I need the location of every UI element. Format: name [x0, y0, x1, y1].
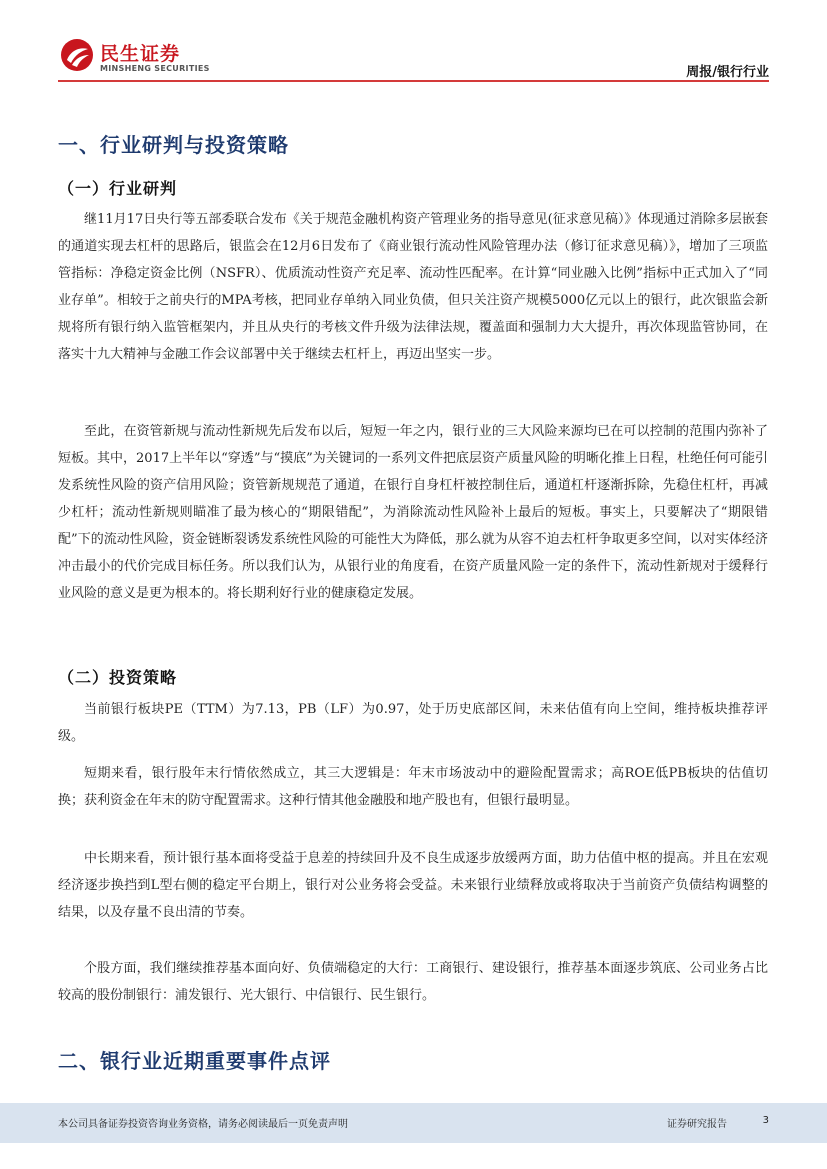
- header-divider: [58, 80, 769, 82]
- page-number: 3: [762, 1115, 769, 1126]
- company-logo: [60, 38, 220, 78]
- logo-chinese-name: 民生证券: [100, 43, 181, 65]
- subsection-title-strategy: （二）投资策略: [58, 668, 178, 687]
- paragraph: 至此，在资管新规与流动性新规先后发布以后，短短一年之内，银行业的三大风险来源均已在可以控制的范围内弥补了短板。其中，2017上半年以“穿透”与“摸底”为关键词的一系列文件把底层资产质量风险的明晰化推上日程，杜绝任何可能引发系统性风险的资产信用风险；资管新规规范了通道，在银行自身杠杆被控制住后，通道杠杆逐渐拆除，先稳住杠杆，再减少杠杆；流动性新规则瞄准了最为核心的“期限错配”，为消除流动性风险补上最后的短板。事实上，只要解决了“期限错配”下的流动性风险，资金链断裂诱发系统性风险的可能性大为降低，那么就为从容不迫去杠杆争取更多空间，以对实体经济冲击最小的代价完成目标任务。所以我们认为，从银行业的角度看，在资产质量风险一定的条件下，流动性新规对于缓释行业风险的意义是更为根本的。将长期利好行业的健康稳定发展。: [58, 424, 768, 601]
- footer-disclaimer: 本公司具备证券投资咨询业务资格，请务必阅读最后一页免责声明: [58, 1119, 348, 1130]
- page-footer: [0, 1103, 827, 1143]
- footer-doc-type: 证券研究报告: [667, 1119, 727, 1130]
- paragraph: 短期来看，银行股年末行情依然成立，其三大逻辑是：年末市场波动中的避险配置需求；高ROE低PB板块的估值切换；获利资金在年末的防守配置需求。这种行情其他金融股和地产股也有，但银行最明显。: [58, 766, 768, 808]
- subsection-title-industry: （一）行业研判: [58, 179, 178, 198]
- section-title-2: 二、银行业近期重要事件点评: [58, 1049, 331, 1073]
- report-type: 周报/银行行业: [686, 65, 769, 80]
- paragraph: 继11月17日央行等五部委联合发布《关于规范金融机构资产管理业务的指导意见(征求意见稿）》体现通过消除多层嵌套的通道实现去杠杆的思路后，银监会在12月6日发布了《商业银行流动性风险管理办法（修订征求意见稿）》，增加了三项监管指标：净稳定资金比例（NSFR）、优质流动性资产充足率、流动性匹配率。在计算“同业融入比例”指标中正式加入了“同业存单”。相较于之前央行的MPA考核，把同业存单纳入同业负债，但只关注资产规模5000亿元以上的银行，此次银监会新规将所有银行纳入监管框架内，并且从央行的考核文件升级为法律法规，覆盖面和强制力大大提升，再次体现监管协同，在落实十九大精神与金融工作会议部署中关于继续去杠杆上，再迈出坚实一步。: [58, 212, 768, 362]
- section-title-1: 一、行业研判与投资策略: [58, 133, 289, 157]
- paragraph: 个股方面，我们继续推荐基本面向好、负债端稳定的大行：工商银行、建设银行，推荐基本面逐步筑底、公司业务占比较高的股份制银行：浦发银行、光大银行、中信银行、民生银行。: [58, 961, 768, 1003]
- paragraph: 中长期来看，预计银行基本面将受益于息差的持续回升及不良生成逐步放缓两方面，助力估值中枢的提高。并且在宏观经济逐步换挡到L型右侧的稳定平台期上，银行对公业务将会受益。未来银行业绩释放或将取决于当前资产负债结构调整的结果，以及存量不良出清的节奏。: [58, 851, 768, 920]
- page-header: [0, 0, 827, 84]
- logo-english-name: MINSHENG SECURITIES: [100, 64, 210, 73]
- paragraph: 当前银行板块PE（TTM）为7.13，PB（LF）为0.97，处于历史底部区间，未来估值有向上空间，维持板块推荐评级。: [58, 702, 768, 744]
- minsheng-logo-icon: [60, 38, 94, 72]
